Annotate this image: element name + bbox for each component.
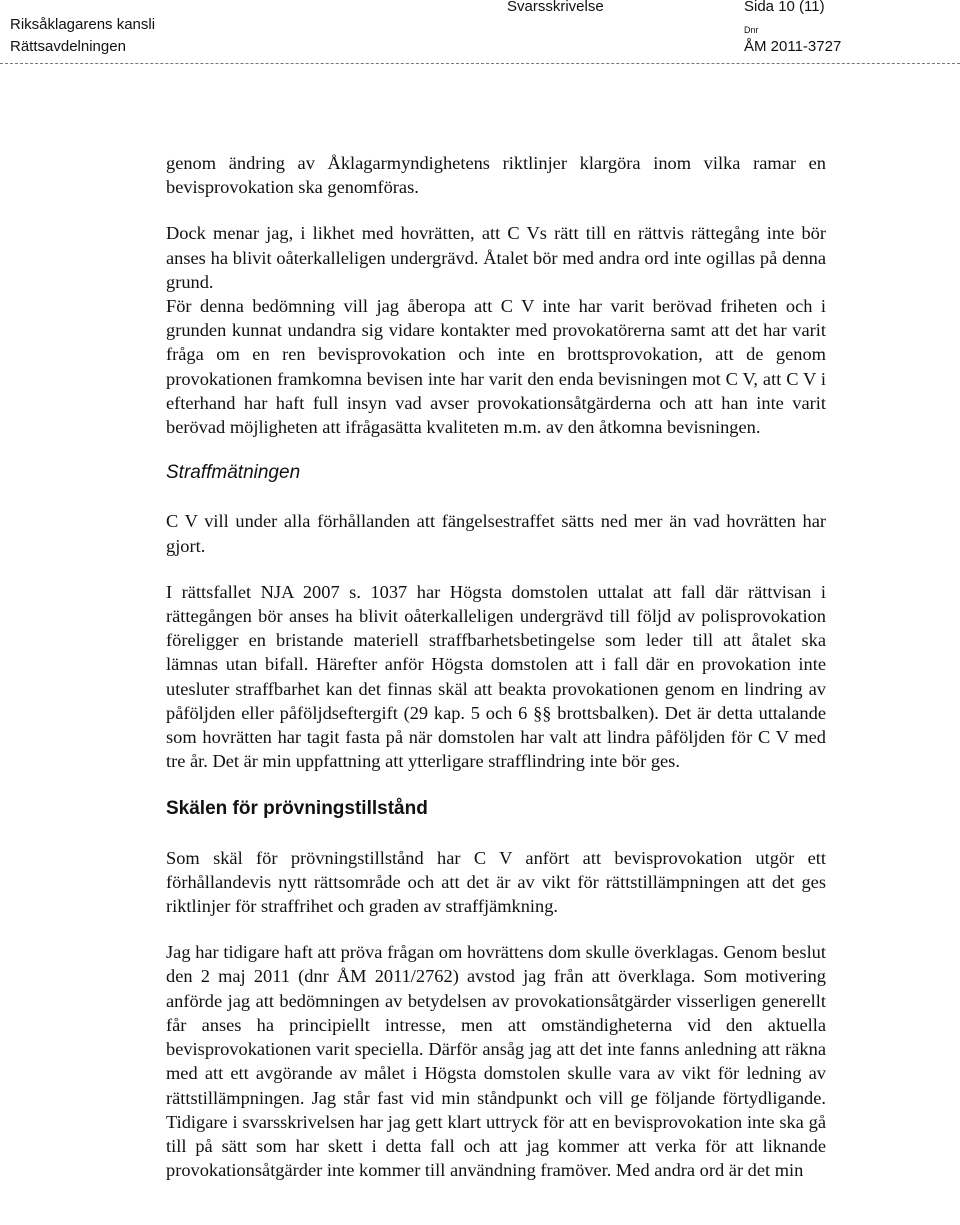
header-dnr-label: Dnr [744, 25, 759, 35]
section-heading-provningstillstand: Skälen för prövningstillstånd [166, 798, 428, 820]
paragraph-2a: Dock menar jag, i likhet med hovrätten, att C Vs rätt till en rättvis rättegång inte bör anses ha blivit oåterkalleligen undergrävd. Åtalet bör med andra ord inte ogillas på denna grund. [166, 223, 826, 292]
paragraph-5: Som skäl för prövningstillstånd har C V anfört att bevisprovokation utgör ett förhållandevis nytt rättsområde och att det är av vikt för rättstillämpningen att det ges riktlinjer för straffrihet och graden av straffjämkning. [166, 847, 826, 917]
section-heading-straffmatningen: Straffmätningen [166, 462, 301, 484]
header-dept: Rättsavdelningen [10, 38, 126, 55]
header-divider [0, 63, 960, 64]
header-page: Sida 10 (11) [744, 0, 825, 15]
paragraph-4: I rättsfallet NJA 2007 s. 1037 har Högsta domstolen uttalat att fall där rättvisan i rättegången bör anses ha blivit oåterkalleligen undergrävd till följd av polisprovokation föreligger en bristande materiell straffbarhetsbetingelse som leder till att åtalet ska lämnas utan bifall. Härefter anför Högsta domstolen att i fall där en provokation inte utesluter straffbarhet kan det finnas skäl att beakta provokationen genom en lindring av påföljden eller påföljdseftergift (29 kap. 5 och 6 §§ brottsbalken). Det är detta uttalande som hovrätten har tagit fasta på när domstolen har valt att lindra påföljden för C V med tre år. Det är min uppfattning att ytterligare strafflindring inte bör ges. [166, 581, 826, 772]
paragraph-1: genom ändring av Åklagarmyndighetens riktlinjer klargöra inom vilka ramar en bevisprovokation ska genomföras. [166, 153, 826, 198]
header-dnr: ÅM 2011-3727 [744, 38, 842, 55]
header-doc-type: Svarsskrivelse [507, 0, 604, 15]
paragraph-2b: För denna bedömning vill jag åberopa att C V inte har varit berövad friheten och i grunden kunnat undandra sig vidare kontakter med provokatörerna samt att det har varit fråga om en ren bevisprovokation och inte en brottsprovokation, att de genom provokationen framkomna bevisen inte har varit den enda bevisningen mot C V, att C V i efterhand har haft full insyn vad avser provokationsåtgärderna och att han inte varit berövad möjligheten att ifrågasätta kvaliteten m.m. av den åtkomna bevisningen. [166, 296, 826, 438]
paragraph-3: C V vill under alla förhållanden att fängelsestraffet sätts ned mer än vad hovrätten har gjort. [166, 511, 826, 556]
paragraph-6: Jag har tidigare haft att pröva frågan om hovrättens dom skulle överklagas. Genom beslut den 2 maj 2011 (dnr ÅM 2011/2762) avstod jag från att överklaga. Som motivering anförde jag att bedömningen av betydelsen av provokationsåtgärder visserligen generellt får anses ha principiellt intresse, men att omständigheterna vid den aktuella bevisprovokationen varit speciella. Därför ansåg jag att det inte fanns anledning att räkna med att ett avgörande av målet i Högsta domstolen skulle vara av vikt för ledning av rättstillämpningen. Jag står fast vid min ståndpunkt och vill ge följande förtydligande. Tidigare i svarsskrivelsen har jag gett klart uttryck för att en bevisprovokation inte ska gå till på sätt som har skett i detta fall och att jag kommer att verka för att liknande provokationsåtgärder inte kommer till användning framöver. Med andra ord är det min [166, 942, 826, 1181]
header-org: Riksåklagarens kansli [10, 16, 156, 33]
document-body [166, 151, 826, 1204]
